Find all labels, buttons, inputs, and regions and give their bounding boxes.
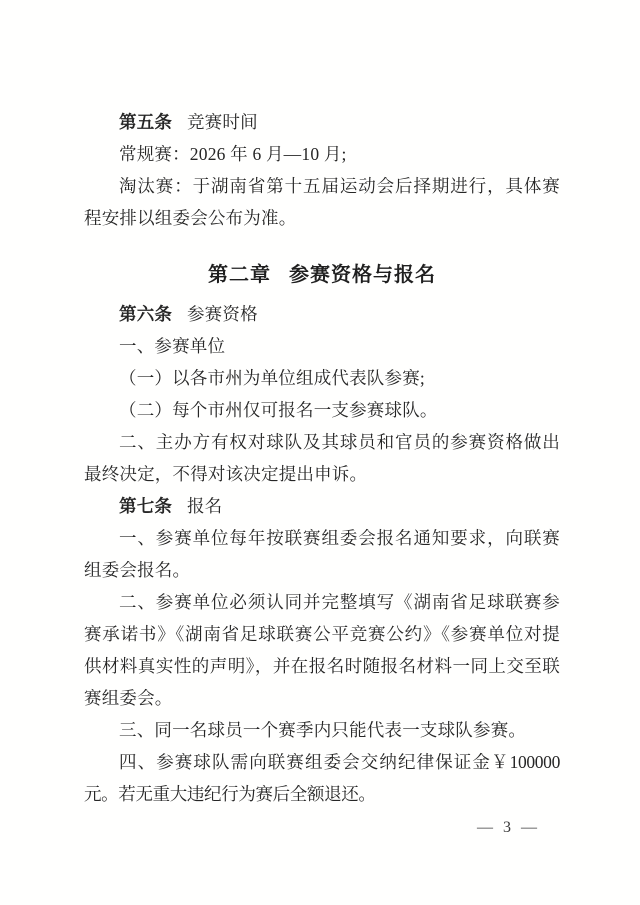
paragraph <box>84 170 560 234</box>
document-body <box>84 106 560 810</box>
paragraph <box>84 490 560 522</box>
paragraph-text: 二、主办方有权对球队及其球员和官员的参赛资格做出最终决定，不得对该决定提出申诉。 <box>84 432 560 484</box>
article-number: 第六条 <box>119 304 173 324</box>
paragraph-text: 参赛资格与报名 <box>289 264 436 286</box>
paragraph <box>84 586 560 714</box>
paragraph-text: （二）每个市州仅可报名一支参赛球队。 <box>119 400 438 420</box>
paragraph-text: 一、参赛单位 <box>119 336 226 356</box>
paragraph <box>84 522 560 586</box>
chapter-heading <box>84 258 560 292</box>
paragraph <box>84 298 560 330</box>
paragraph-text: （一）以各市州为单位组成代表队参赛; <box>119 368 425 388</box>
paragraph <box>84 426 560 490</box>
paragraph <box>84 746 560 810</box>
paragraph-text: 二、参赛单位必须认同并完整填写《湖南省足球联赛参赛承诺书》《湖南省足球联赛公平竞赛公约》《参赛单位对提供材料真实性的声明》，并在报名时随报名材料一同上交至联赛组委会。 <box>84 592 560 708</box>
paragraph-text: 三、同一名球员一个赛季内只能代表一支球队参赛。 <box>119 720 527 740</box>
paragraph-text: 竞赛时间 <box>186 112 258 132</box>
paragraph <box>84 138 560 170</box>
article-number: 第五条 <box>119 112 173 132</box>
paragraph-text: 淘汰赛：于湖南省第十五届运动会后择期进行，具体赛程安排以组委会公布为准。 <box>84 176 560 228</box>
paragraph <box>84 106 560 138</box>
paragraph <box>84 394 560 426</box>
paragraph-text: 四、参赛球队需向联赛组委会交纳纪律保证金￥100000 元。若无重大违纪行为赛后全额退还。 <box>84 752 560 804</box>
article-number: 第七条 <box>119 496 173 516</box>
chapter-number: 第二章 <box>208 264 271 286</box>
page-number: — 3 — <box>477 819 540 836</box>
paragraph <box>84 714 560 746</box>
paragraph-text: 报名 <box>186 496 223 516</box>
paragraph-text: 一、参赛单位每年按联赛组委会报名通知要求，向联赛组委会报名。 <box>84 528 560 580</box>
paragraph <box>84 330 560 362</box>
paragraph-text: 常规赛：2026 年 6 月—10 月; <box>119 144 347 164</box>
paragraph <box>84 362 560 394</box>
paragraph-text: 参赛资格 <box>186 304 258 324</box>
